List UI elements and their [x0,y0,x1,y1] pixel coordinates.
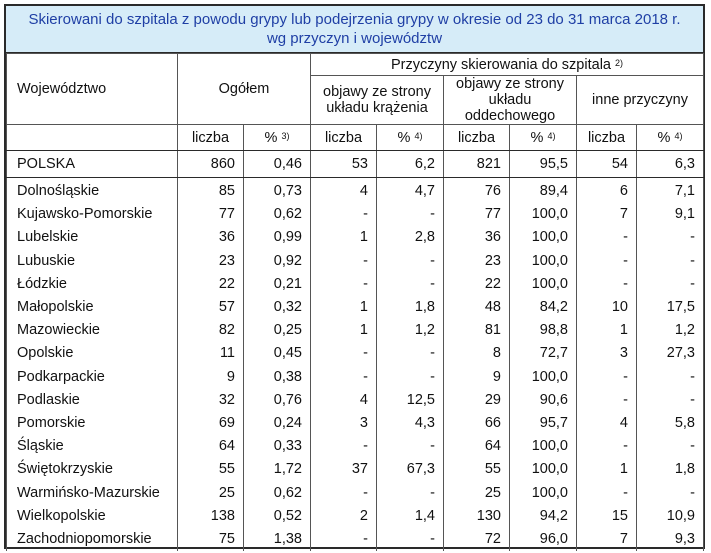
cell-inne-pct: - [637,389,704,412]
hospitalization-table [6,53,704,551]
cell-ogolem-liczba: 57 [178,296,244,319]
cell-region: Pomorskie [7,412,178,435]
cell-krazenia-pct: - [377,366,444,389]
header-inne: inne przyczyny [577,76,704,125]
header-oddechowego: objawy ze strony układu oddechowego [444,76,577,125]
cell-inne-liczba: - [577,273,637,296]
cell-inne-pct: - [637,250,704,273]
cell-krazenia-liczba: - [311,435,377,458]
cell-oddechowego-pct: 98,8 [510,319,577,342]
cell-ogolem-pct: 0,33 [244,435,311,458]
cell-krazenia-pct: - [377,250,444,273]
table-row [7,226,704,249]
cell-region: Lubelskie [7,226,178,249]
table-row [7,296,704,319]
cell-krazenia-pct: 1,8 [377,296,444,319]
header-przyczyny [311,54,704,76]
cell-inne-pct: 7,1 [637,178,704,204]
cell-oddechowego-pct: 100,0 [510,226,577,249]
footnote-2: 2) [615,57,624,68]
cell-krazenia-liczba: - [311,250,377,273]
header-liczba: liczba [444,125,510,151]
cell-inne-liczba: 54 [577,151,637,178]
cell-krazenia-pct: 67,3 [377,458,444,481]
cell-krazenia-liczba: 1 [311,296,377,319]
cell-oddechowego-liczba: 23 [444,250,510,273]
cell-oddechowego-pct: 100,0 [510,366,577,389]
cell-inne-pct: 10,9 [637,505,704,528]
cell-ogolem-pct: 0,52 [244,505,311,528]
table-body [7,151,704,552]
table-row [7,412,704,435]
cell-oddechowego-pct: 100,0 [510,250,577,273]
cell-krazenia-liczba: - [311,366,377,389]
cell-region: Podlaskie [7,389,178,412]
cell-inne-pct: 27,3 [637,342,704,365]
cell-krazenia-liczba: 4 [311,389,377,412]
cell-inne-liczba: 4 [577,412,637,435]
cell-inne-liczba: - [577,482,637,505]
cell-inne-pct: 1,2 [637,319,704,342]
header-wojewodztwo: Województwo [7,54,178,125]
table-row [7,250,704,273]
cell-oddechowego-pct: 84,2 [510,296,577,319]
cell-krazenia-pct: - [377,482,444,505]
cell-krazenia-liczba: - [311,273,377,296]
cell-krazenia-pct: - [377,435,444,458]
cell-ogolem-pct: 0,76 [244,389,311,412]
cell-krazenia-pct: 1,4 [377,505,444,528]
cell-oddechowego-liczba: 76 [444,178,510,204]
table-row [7,319,704,342]
table-row [7,366,704,389]
cell-oddechowego-pct: 100,0 [510,203,577,226]
cell-inne-pct: 6,3 [637,151,704,178]
cell-region: Podkarpackie [7,366,178,389]
cell-oddechowego-liczba: 36 [444,226,510,249]
cell-ogolem-pct: 0,45 [244,342,311,365]
cell-inne-pct: 5,8 [637,412,704,435]
cell-krazenia-liczba: 3 [311,412,377,435]
cell-inne-pct: 17,5 [637,296,704,319]
cell-oddechowego-pct: 95,5 [510,151,577,178]
cell-region: Śląskie [7,435,178,458]
cell-ogolem-pct: 1,38 [244,528,311,551]
cell-region: Wielkopolskie [7,505,178,528]
cell-ogolem-pct: 0,99 [244,226,311,249]
cell-oddechowego-pct: 100,0 [510,273,577,296]
cell-krazenia-liczba: 1 [311,226,377,249]
cell-oddechowego-liczba: 72 [444,528,510,551]
cell-ogolem-liczba: 82 [178,319,244,342]
cell-inne-liczba: 15 [577,505,637,528]
cell-ogolem-liczba: 23 [178,250,244,273]
cell-ogolem-liczba: 36 [178,226,244,249]
cell-oddechowego-liczba: 66 [444,412,510,435]
cell-oddechowego-pct: 72,7 [510,342,577,365]
header-pct: % $^{4)}$ [510,125,577,151]
cell-ogolem-liczba: 25 [178,482,244,505]
cell-inne-liczba: - [577,226,637,249]
cell-ogolem-liczba: 860 [178,151,244,178]
cell-ogolem-liczba: 11 [178,342,244,365]
cell-krazenia-pct: 12,5 [377,389,444,412]
cell-oddechowego-pct: 100,0 [510,435,577,458]
cell-region: Świętokrzyskie [7,458,178,481]
table-frame [4,4,705,549]
cell-oddechowego-pct: 100,0 [510,458,577,481]
cell-oddechowego-liczba: 22 [444,273,510,296]
header-przyczyny-text: Przyczyny skierowania do szpitala [390,56,611,73]
cell-ogolem-pct: 0,62 [244,203,311,226]
cell-inne-pct: - [637,435,704,458]
table-row [7,203,704,226]
cell-region: Zachodniopomorskie [7,528,178,551]
table-row [7,505,704,528]
cell-krazenia-liczba: - [311,203,377,226]
cell-oddechowego-liczba: 81 [444,319,510,342]
cell-inne-liczba: 1 [577,319,637,342]
cell-oddechowego-liczba: 64 [444,435,510,458]
cell-ogolem-liczba: 69 [178,412,244,435]
header-krazenia: objawy ze strony układu krążenia [311,76,444,125]
table-row [7,482,704,505]
header-blank [7,125,178,151]
cell-oddechowego-pct: 100,0 [510,482,577,505]
cell-inne-pct: - [637,273,704,296]
cell-ogolem-pct: 0,24 [244,412,311,435]
header-liczba: liczba [311,125,377,151]
table-row [7,435,704,458]
cell-ogolem-pct: 0,21 [244,273,311,296]
cell-region: POLSKA [7,151,178,178]
cell-ogolem-pct: 0,62 [244,482,311,505]
cell-krazenia-liczba: 53 [311,151,377,178]
cell-krazenia-pct: - [377,203,444,226]
cell-region: Opolskie [7,342,178,365]
cell-oddechowego-pct: 95,7 [510,412,577,435]
cell-ogolem-liczba: 22 [178,273,244,296]
cell-inne-pct: - [637,226,704,249]
header-pct: % $^{4)}$ [637,125,704,151]
table-row [7,528,704,551]
cell-oddechowego-liczba: 77 [444,203,510,226]
cell-krazenia-pct: - [377,528,444,551]
cell-krazenia-pct: - [377,342,444,365]
cell-region: Dolnośląskie [7,178,178,204]
cell-inne-liczba: - [577,366,637,389]
cell-oddechowego-liczba: 130 [444,505,510,528]
cell-krazenia-liczba: 37 [311,458,377,481]
table-row [7,342,704,365]
cell-region: Mazowieckie [7,319,178,342]
cell-inne-liczba: - [577,435,637,458]
cell-krazenia-pct: 2,8 [377,226,444,249]
cell-region: Warmińsko-Mazurskie [7,482,178,505]
cell-region: Kujawsko-Pomorskie [7,203,178,226]
table-row [7,273,704,296]
cell-oddechowego-pct: 90,6 [510,389,577,412]
cell-krazenia-pct: 4,7 [377,178,444,204]
cell-krazenia-pct: - [377,273,444,296]
cell-region: Lubuskie [7,250,178,273]
cell-inne-liczba: 10 [577,296,637,319]
cell-krazenia-liczba: 2 [311,505,377,528]
cell-inne-liczba: 1 [577,458,637,481]
header-pct: % $^{4)}$ [377,125,444,151]
cell-krazenia-liczba: 4 [311,178,377,204]
cell-inne-liczba: 6 [577,178,637,204]
cell-inne-pct: - [637,366,704,389]
title-line-1: Skierowani do szpitala z powodu grypy lub podejrzenia grypy w okresie od 23 do 31 marca 2018 r. [28,11,681,28]
table-title [6,6,703,53]
cell-krazenia-pct: 4,3 [377,412,444,435]
cell-ogolem-liczba: 138 [178,505,244,528]
cell-ogolem-liczba: 77 [178,203,244,226]
table-row [7,178,704,204]
cell-oddechowego-liczba: 29 [444,389,510,412]
cell-krazenia-liczba: - [311,528,377,551]
cell-inne-liczba: - [577,389,637,412]
cell-inne-liczba: 3 [577,342,637,365]
header-liczba: liczba [577,125,637,151]
cell-krazenia-pct: 1,2 [377,319,444,342]
cell-oddechowego-liczba: 8 [444,342,510,365]
cell-ogolem-liczba: 64 [178,435,244,458]
cell-ogolem-liczba: 85 [178,178,244,204]
cell-krazenia-pct: 6,2 [377,151,444,178]
table-row [7,389,704,412]
table-row-polska [7,151,704,178]
cell-oddechowego-liczba: 55 [444,458,510,481]
cell-inne-liczba: - [577,250,637,273]
cell-oddechowego-liczba: 821 [444,151,510,178]
cell-ogolem-pct: 0,92 [244,250,311,273]
cell-oddechowego-pct: 89,4 [510,178,577,204]
table-row [7,458,704,481]
cell-krazenia-liczba: - [311,342,377,365]
cell-ogolem-liczba: 9 [178,366,244,389]
cell-ogolem-pct: 0,73 [244,178,311,204]
cell-oddechowego-pct: 96,0 [510,528,577,551]
cell-oddechowego-pct: 94,2 [510,505,577,528]
title-line-2: wg przyczyn i województw [266,30,443,47]
cell-oddechowego-liczba: 48 [444,296,510,319]
cell-ogolem-pct: 0,46 [244,151,311,178]
cell-ogolem-pct: 0,38 [244,366,311,389]
header-ogolem: Ogółem [178,54,311,125]
cell-ogolem-pct: 1,72 [244,458,311,481]
cell-inne-liczba: 7 [577,528,637,551]
cell-inne-pct: 9,3 [637,528,704,551]
cell-inne-pct: 1,8 [637,458,704,481]
cell-krazenia-liczba: 1 [311,319,377,342]
cell-ogolem-liczba: 55 [178,458,244,481]
cell-region: Małopolskie [7,296,178,319]
cell-krazenia-liczba: - [311,482,377,505]
cell-ogolem-pct: 0,32 [244,296,311,319]
cell-ogolem-liczba: 75 [178,528,244,551]
cell-inne-liczba: 7 [577,203,637,226]
cell-ogolem-pct: 0,25 [244,319,311,342]
cell-inne-pct: - [637,482,704,505]
cell-inne-pct: 9,1 [637,203,704,226]
cell-oddechowego-liczba: 9 [444,366,510,389]
header-liczba: liczba [178,125,244,151]
header-pct: % $^{3)}$ [244,125,311,151]
cell-region: Łódzkie [7,273,178,296]
cell-oddechowego-liczba: 25 [444,482,510,505]
cell-ogolem-liczba: 32 [178,389,244,412]
